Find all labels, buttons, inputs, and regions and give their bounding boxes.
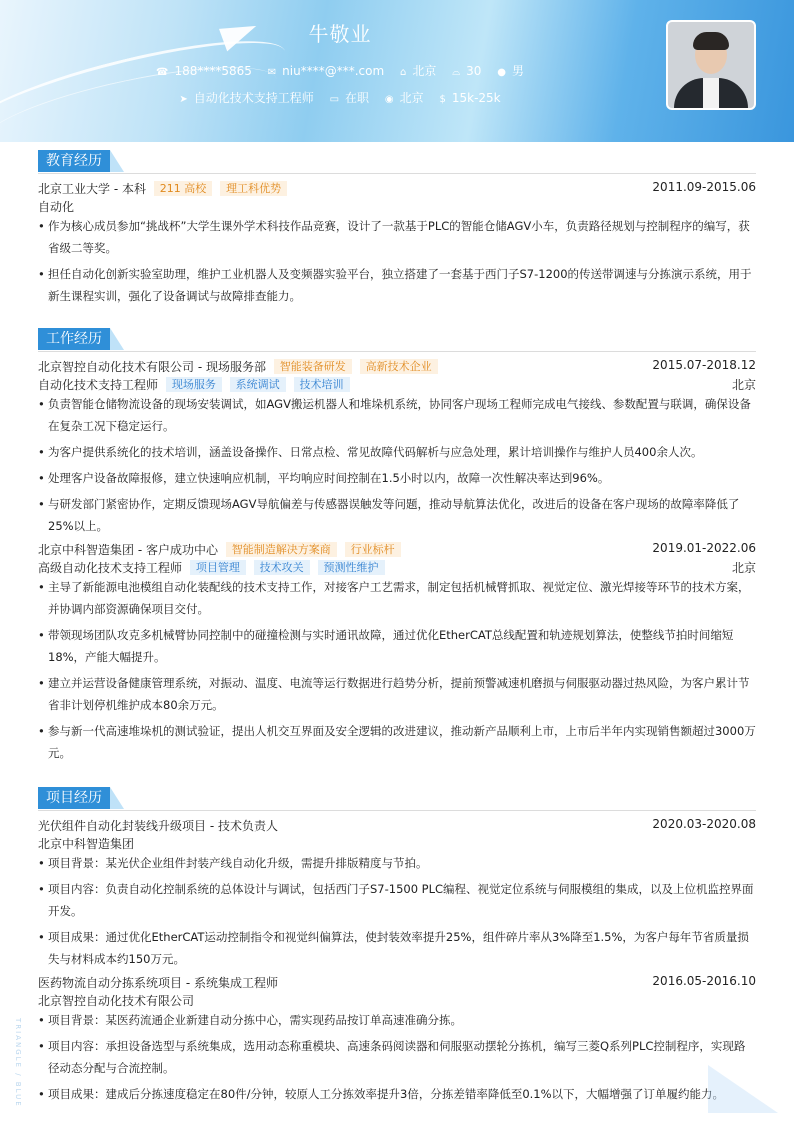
projects-section [38,787,756,1109]
section-title: 工作经历 [38,328,756,350]
list-item: • 项目成果：通过优化EtherCAT运动控制指令和视觉纠偏算法，使封装效率提升25%，组件碎片率从3%降至1.5%，为客户每年节省质量损失与材料成本约150万元。 [38,926,756,970]
list-item: • 为客户提供系统化的技术培训，涵盖设备操作、日常点检、常见故障代码解析与应急处理，累计培训操作与维护人员400余人次。 [38,441,756,463]
school-tag: 211 高校 [154,181,213,196]
education-entry-header: 北京工业大学 - 本科 211 高校 理工科优势 2011.09-2015.06 [38,180,756,196]
education-section [38,150,756,311]
work-date: 2015.07-2018.12 [652,358,756,372]
work-entry-header: 北京中科智造集团 - 客户成功中心 智能制造解决方案商 行业标杆 2019.01-2022.06 [38,541,756,557]
money-icon: $ [439,94,446,105]
phone-info: ☎ 188****5865 [156,64,252,78]
list-item: • 建立并运营设备健康管理系统，对振动、温度、电流等运行数据进行趋势分析，提前预警减速机磨损与伺服驱动器过热风险，为客户累计节省非计划停机维护成本80余万元。 [38,672,756,716]
template-watermark: TRIANGLE / BLUE [14,1018,22,1108]
candidate-name: 牛敬业 [308,22,372,46]
role-tag: 技术攻关 [254,560,310,575]
job-intent-row [0,89,680,106]
company-tag: 行业标杆 [345,542,401,557]
company-tag: 智能制造解决方案商 [226,542,337,557]
role-tag: 系统调试 [230,377,286,392]
section-title: 项目经历 [38,787,756,809]
work-location: 北京 [731,378,756,392]
home-icon: ⌂ [399,67,407,78]
education-bullets [38,215,756,307]
avatar [666,20,756,110]
role-tag: 现场服务 [166,377,222,392]
status-info: ▭ 在职 [329,91,370,105]
list-item: • 带领现场团队攻克多机械臂协同控制中的碰撞检测与实时通讯故障，通过优化EtherCAT总线配置和轨迹规划算法，使整线节拍时间缩短18%，产能大幅提升。 [38,624,756,668]
project-entry-header: 医药物流自动分拣系统项目 - 系统集成工程师 2016.05-2016.10 [38,974,756,990]
cake-icon: ⌓ [452,67,461,78]
list-item: • 处理客户设备故障报修，建立快速响应机制，平均响应时间控制在1.5小时以内，故障一次性解决率达到96%。 [38,467,756,489]
list-item: • 项目内容：承担设备选型与系统集成，选用动态称重模块、高速条码阅读器和伺服驱动摆轮分拣机，编写三菱Q系列PLC控制程序，实现路径动态分配与合流控制。 [38,1035,756,1079]
company-tag: 智能装备研发 [274,359,352,374]
mail-icon: ✉ [267,67,277,78]
project-bullets [38,852,756,970]
work-role: 自动化技术支持工程师 现场服务 系统调试 技术培训 北京 [38,378,756,392]
corner-decoration [708,1065,778,1113]
work-role: 高级自动化技术支持工程师 项目管理 技术攻关 预测性维护 北京 [38,561,756,575]
role-tag: 预测性维护 [318,560,385,575]
education-date: 2011.09-2015.06 [652,180,756,194]
work-date: 2019.01-2022.06 [652,541,756,555]
send-icon: ➤ [179,94,188,105]
project-date: 2016.05-2016.10 [652,974,756,988]
list-item: • 项目成果：建成后分拣速度稳定在80件/分钟，较原人工分拣效率提升3倍，分拣差错率降低至0.1%以下，大幅增强了订单履约能力。 [38,1083,756,1105]
list-item: • 负责智能仓储物流设备的现场安装调试，如AGV搬运机器人和堆垛机系统，协同客户现场工程师完成电气接线、参数配置与联调，确保设备在复杂工况下稳定运行。 [38,393,756,437]
role-tag: 项目管理 [190,560,246,575]
work-entry-header: 北京智控自动化技术有限公司 - 现场服务部 智能装备研发 高新技术企业 2015.07-2018.12 [38,358,756,374]
list-item: • 与研发部门紧密协作，定期反馈现场AGV导航偏差与传感器误触发等问题，推动导航算法优化，改进后的设备在客户现场的故障率降低了25%以上。 [38,493,756,537]
list-item: • 作为核心成员参加“挑战杯”大学生课外学术科技作品竞赛，设计了一款基于PLC的智能仓储AGV小车，负责路径规划与控制程序的编写，获省级二等奖。 [38,215,756,259]
project-entry-header: 光伏组件自动化封装线升级项目 - 技术负责人 2020.03-2020.08 [38,817,756,833]
resume-header [0,0,794,142]
work-location: 北京 [731,561,756,575]
list-item: • 担任自动化创新实验室助理，维护工业机器人及变频器实验平台，独立搭建了一套基于西门子S7-1200的传送带调速与分拣演示系统，用于新生课程实训，强化了设备调试与故障排查能力。 [38,263,756,307]
work-section [38,328,756,768]
age-info: ⌓ 30 [452,64,482,78]
project-org: 北京中科智造集团 [38,837,135,851]
list-item: • 项目背景：某医药流通企业新建自动分拣中心，需实现药品按订单高速准确分拣。 [38,1009,756,1031]
gender-info: ● 男 [497,64,524,78]
salary-info: $ 15k-25k [439,91,501,105]
education-major: 自动化 [38,200,75,214]
role-tag: 技术培训 [294,377,350,392]
list-item: • 参与新一代高速堆垛机的测试验证，提出人机交互界面及安全逻辑的改进建议，推动新产品顺利上市，上市后半年内实现销售额超过3000万元。 [38,720,756,764]
location-icon: ◉ [384,94,394,105]
phone-icon: ☎ [156,67,169,78]
list-item: • 项目内容：负责自动化控制系统的总体设计与调试，包括西门子S7-1500 PLC编程、视觉定位系统与伺服模组的集成，以及上位机监控界面开发。 [38,878,756,922]
gender-icon: ● [497,67,506,78]
city-info: ⌂ 北京 [399,64,437,78]
section-title: 教育经历 [38,150,756,172]
contact-info-row [0,62,680,79]
project-date: 2020.03-2020.08 [652,817,756,831]
briefcase-icon: ▭ [329,94,340,105]
position-info: ➤ 自动化技术支持工程师 [179,91,314,105]
email-info: ✉ niu****@***.com [267,64,385,78]
list-item: • 主导了新能源电池模组自动化装配线的技术支持工作，对接客户工艺需求，制定包括机械臂抓取、视觉定位、激光焊接等环节的技术方案，并协调内部资源确保项目交付。 [38,576,756,620]
school-tag: 理工科优势 [220,181,287,196]
list-item: • 项目背景：某光伏企业组件封装产线自动化升级，需提升排版精度与节拍。 [38,852,756,874]
work-city-info: ◉ 北京 [384,91,424,105]
project-bullets [38,1009,756,1105]
work-bullets [38,393,756,537]
company-tag: 高新技术企业 [360,359,438,374]
work-bullets [38,576,756,764]
project-org: 北京智控自动化技术有限公司 [38,994,195,1008]
